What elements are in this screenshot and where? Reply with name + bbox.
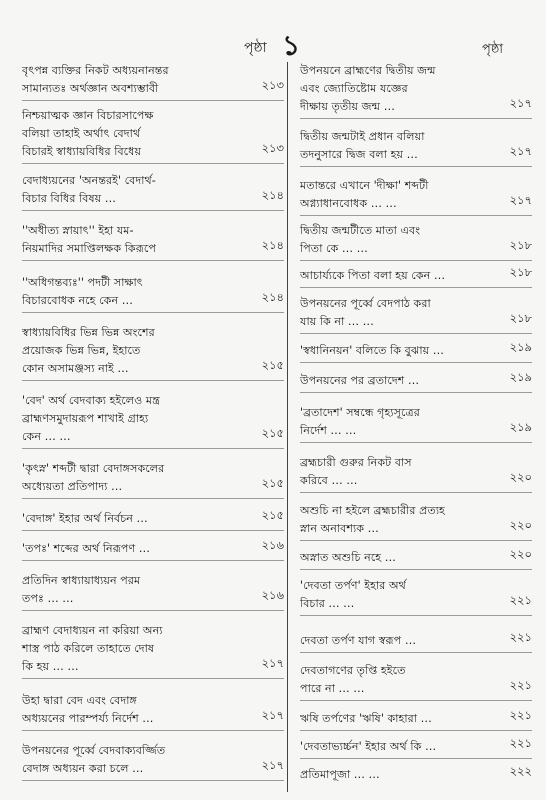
entry-rule (300, 333, 532, 334)
entry-rule (300, 442, 532, 443)
entry-page: ২২১ (509, 736, 532, 750)
entry-page: ২১৭ (261, 656, 284, 670)
toc-entry (22, 460, 284, 496)
toc-entry (22, 742, 284, 778)
toc-entry (22, 392, 284, 446)
toc-entry (300, 372, 532, 390)
entry-page: ২১৯ (509, 420, 532, 434)
entry-rule (22, 498, 284, 499)
toc-entry (22, 572, 284, 608)
entry-text: স্বাধ্যায়বিধির ভিন্ন ভিন্ন অংশের প্রয়োজক ভিন্ন ভিন্ন, ইহাতে কোন অসামঞ্জস্য নাই … (22, 326, 155, 375)
toc-entry (300, 502, 532, 538)
toc-entry (22, 540, 284, 558)
entry-page: ২১৭ (509, 96, 532, 110)
toc-entry (22, 62, 284, 98)
entry-page: ২১৪ (261, 188, 284, 202)
entry-text: দ্বিতীয় জন্মটীতে মাতা এবং পিতা কে … … (300, 224, 421, 255)
toc-entry (300, 295, 532, 331)
entry-text: উপনয়নে ব্রাহ্মণের দ্বিতীয় জন্ম এবং জ্যোতিষ্টোম যজ্ঞের দীক্ষায় তৃতীয় জন্ম … (300, 64, 436, 113)
entry-page: ২১৯ (509, 340, 532, 354)
toc-entry (300, 62, 532, 116)
toc-entry (22, 692, 284, 728)
entry-page: ২১৬ (261, 538, 284, 552)
entry-rule (300, 700, 532, 701)
entry-text: ব্রহ্মচারী গুরুর নিকট বাস করিবে … … (300, 456, 412, 487)
entry-page: ২২১ (509, 708, 532, 722)
entry-text: উহা দ্বারা বেদ এবং বেদাঙ্গ অধ্যয়নের পারম্পর্য্য নির্দেশ … (22, 694, 154, 725)
entry-text: আচার্য্যকে পিতা বলা হয় কেন … (300, 269, 446, 282)
entry-rule (22, 163, 284, 164)
entry-page: ২১৮ (509, 238, 532, 252)
entry-rule (22, 210, 284, 211)
entry-text: বেদাধ্যয়নের 'অনন্তরই' বেদার্থ- বিচার বিধির বিষয় … (22, 174, 156, 205)
entry-rule (300, 287, 532, 288)
toc-entry (22, 622, 284, 676)
entry-rule (300, 652, 532, 653)
toc-entry (300, 766, 532, 784)
toc-entry (22, 510, 284, 528)
toc-entry (300, 738, 532, 756)
entry-text: মতান্তরে এখানে 'দীক্ষা' শব্দটী অগ্ন্যাধানবোধক … … (300, 179, 429, 210)
page-header (0, 30, 546, 64)
entry-rule (300, 215, 532, 216)
entry-rule (22, 610, 284, 611)
entry-text: ''অধিগন্তব্যঃ'' পদটী সাক্ষাৎ বিচারবোধক নহে কেন … (22, 276, 143, 307)
entry-page: ২১৫ (261, 426, 284, 440)
entry-rule (300, 362, 532, 363)
entry-text: নিশ্চয়াত্মক জ্ঞান বিচারসাপেক্ষ বলিয়া তাহাই অর্থাৎ বেদার্থ বিচারই স্বাধ্যায়বিধির বিধেয় (22, 109, 154, 158)
entry-text: 'ব্রতাদেশ' সম্বন্ধে গৃহ্যসূত্রের নির্দেশ … … (300, 406, 420, 437)
entry-page: ২২১ (509, 593, 532, 607)
toc-entry (22, 222, 284, 258)
entry-rule (300, 540, 532, 541)
entry-page: ২২০ (509, 470, 532, 484)
toc-entry (300, 710, 532, 728)
entry-page: ২১৩ (261, 141, 284, 155)
entry-page: ২১৯ (509, 370, 532, 384)
entry-rule (22, 678, 284, 679)
column-heading: পৃষ্ঠা (482, 42, 504, 57)
entry-text: 'বেদাঙ্গ' ইহার অর্থ নির্বচন … (22, 512, 148, 525)
entry-text: দেবতা তর্পণ যাগ স্বরূপ … (300, 634, 417, 647)
entry-rule (300, 260, 532, 261)
entry-page: ২২১ (509, 678, 532, 692)
entry-page: ২১৪ (261, 290, 284, 304)
entry-text: প্রতিদিন স্বাধ্যায়াধ্যয়ন পরম তপঃ … … (22, 574, 141, 605)
toc-entry (22, 324, 284, 378)
entry-rule (300, 392, 532, 393)
entry-text: উপনয়নের পর ব্রতাদেশ … (300, 374, 420, 387)
column-divider (287, 62, 288, 792)
toc-entry (300, 549, 532, 567)
entry-text: দ্বিতীয় জন্মটাই প্রধান বলিয়া তদনুসারে দ্বিজ বলা হয় … (300, 130, 425, 161)
entry-page: ২১৭ (261, 758, 284, 772)
toc-entry (300, 632, 532, 650)
entry-text: উপনয়নের পূর্ব্বে বেদপাঠ করা যায় কি না … … (300, 297, 431, 328)
entry-rule (22, 100, 284, 101)
entry-rule (300, 492, 532, 493)
toc-entry (300, 267, 532, 285)
toc-entry (300, 404, 532, 440)
entry-rule (300, 615, 532, 616)
toc-entry (22, 274, 284, 310)
entry-text: প্রতিমাপূজা … … (300, 768, 380, 781)
entry-rule (22, 780, 284, 781)
entry-rule (22, 530, 284, 531)
entry-text: 'তপঃ' শব্দের অর্থ নিরূপণ … (22, 542, 150, 555)
entry-page: ২২০ (509, 518, 532, 532)
toc-entry (300, 454, 532, 490)
entry-rule (22, 312, 284, 313)
entry-page: ২১৮ (509, 265, 532, 279)
entry-page: ২১৮ (509, 311, 532, 325)
entry-page: ২১৫ (261, 508, 284, 522)
entry-text: 'দেবতা তর্পণ' ইহার অর্থ বিচার … … (300, 579, 406, 610)
entry-page: ২১৬ (261, 588, 284, 602)
entry-rule (22, 260, 284, 261)
toc-entry (300, 177, 532, 213)
toc-entry (300, 128, 532, 164)
entry-page: ২১৭ (261, 708, 284, 722)
entry-rule (22, 560, 284, 561)
entry-text: অশুচি না হইলে ব্রহ্মচারীর প্রত্যহ স্নান অনাবশ্যক … (300, 504, 445, 535)
entry-page: ২১৩ (261, 78, 284, 92)
entry-text: উপনয়নের পূর্ব্বে বেদবাক্যবর্জ্জিত বেদাঙ্গ অধ্যয়ন করা চলে … (22, 744, 166, 775)
entry-text: দেবতাগণের তৃপ্তি হইতে পারে না … … (300, 664, 406, 695)
entry-text: ঋষি তর্পণের 'ঋষি' কাহারা … (300, 712, 432, 725)
entry-text: বৃৎপন্ন ব্যক্তির নিকট অধ্যয়নানন্তর সামান্যতঃ অর্থজ্ঞান অবশ্যম্ভাবী (22, 64, 169, 95)
toc-entry (22, 107, 284, 161)
entry-page: ২২২ (509, 764, 532, 778)
entry-text: ''অধীত্য স্নায়াৎ'' ইহা যম- নিয়মাদির সমাপ্তিলক্ষক কিরূপে (22, 224, 157, 255)
entry-page: ২১৭ (509, 193, 532, 207)
entry-page: ২২০ (509, 547, 532, 561)
entry-text: ব্রাহ্মণ বেদাধ্যয়ন না করিয়া অন্য শাস্ত্র পাঠ করিলে তাহাতে দোষ কি হয় … … (22, 624, 163, 673)
entry-rule (300, 166, 532, 167)
entry-rule (300, 758, 532, 759)
page-number: ১ (282, 29, 301, 62)
toc-entry (300, 342, 532, 360)
entry-rule (22, 380, 284, 381)
entry-rule (300, 118, 532, 119)
page-label: পৃষ্ঠা (244, 40, 267, 56)
toc-entry (300, 222, 532, 258)
entry-text: 'কৃৎস্ন' শব্দটী দ্বারা বেদাঙ্গসকলের অধ্যেয়তা প্রতিপাদ্য … (22, 462, 165, 493)
entry-rule (22, 448, 284, 449)
entry-text: অস্নাত অশুচি নহে … (300, 551, 396, 564)
entry-text: 'দেবতাভ্যর্চ্চন' ইহার অর্থ কি … (300, 740, 437, 753)
entry-page: ২১৪ (261, 238, 284, 252)
toc-entry (300, 577, 532, 613)
toc-entry (300, 662, 532, 698)
entry-text: 'স্বধানিনয়ন' বলিতে কি বুঝায় … (300, 344, 444, 357)
entry-page: ২২১ (509, 630, 532, 644)
entry-page: ২১৫ (261, 358, 284, 372)
toc-entry (22, 172, 284, 208)
entry-rule (300, 569, 532, 570)
entry-rule (22, 730, 284, 731)
entry-text: 'বেদ' অর্থ বেদবাক্য হইলেও মন্ত্র ব্রাহ্মণসমুদায়রূপ শাখাই গ্রাহ্য কেন … … (22, 394, 160, 443)
entry-page: ২১৫ (261, 476, 284, 490)
entry-page: ২১৭ (509, 144, 532, 158)
entry-rule (300, 730, 532, 731)
